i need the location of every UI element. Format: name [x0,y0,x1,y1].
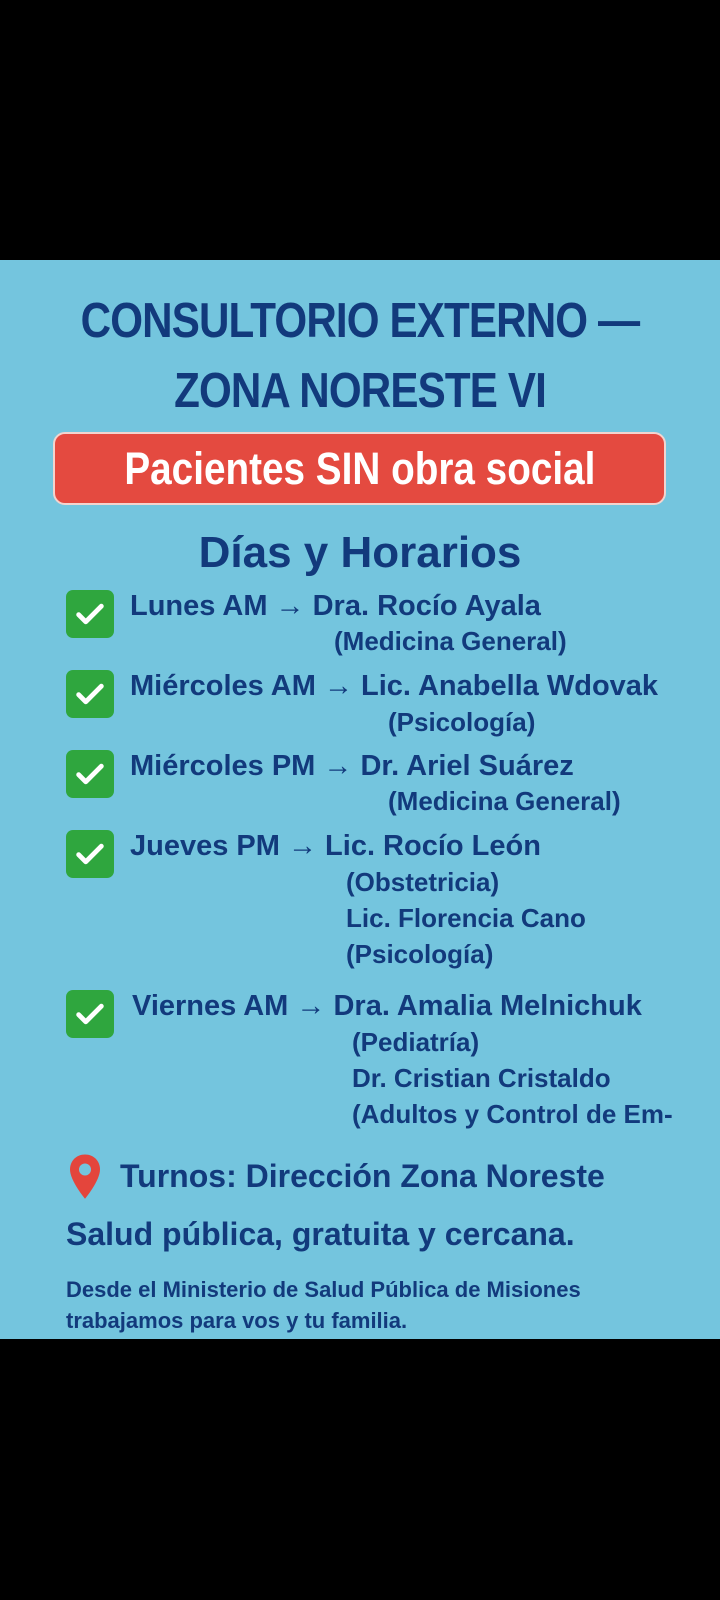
schedule-specialty: (Psicología) [388,707,536,737]
schedule-line [130,670,658,703]
schedule-specialty-2: (Psicología) [346,939,494,969]
arrow-icon: → [323,670,353,702]
schedule-professional: Lic. Rocío León [325,830,541,862]
schedule-specialty: (Medicina General) [388,786,621,816]
schedule-line [132,990,642,1023]
slogan: Salud pública, gratuita y cercana. [66,1216,575,1252]
check-icon [66,670,114,718]
schedule-day: Miércoles PM [130,750,316,782]
title-line-2: ZONA NORESTE VI [174,364,546,418]
schedule-line [130,590,541,623]
check-icon [66,750,114,798]
location-pin-icon [66,1153,104,1201]
turnos-text: Turnos: Dirección Zona Noreste [120,1158,605,1194]
arrow-icon: → [323,750,353,782]
schedule-day: Miércoles AM [130,670,316,702]
schedule-line [130,750,574,783]
schedule-professional: Dr. Ariel Suárez [360,750,574,782]
arrow-icon: → [296,990,326,1022]
schedule-specialty: (Medicina General) [334,626,567,656]
schedule-professional: Dra. Rocío Ayala [312,590,541,622]
schedule-day: Lunes AM [130,590,268,622]
banner [53,432,666,505]
schedule-professional: Dra. Amalia Melnichuk [333,990,642,1022]
banner-text: Pacientes SIN obra social [123,442,596,494]
title-line-1: CONSULTORIO EXTERNO — [80,294,640,348]
check-icon [66,590,114,638]
arrow-icon: → [287,830,317,862]
schedule-day: Jueves PM [130,830,280,862]
footer-text [66,1274,581,1336]
schedule-professional-2: Lic. Florencia Cano [346,903,586,933]
schedule-specialty: (Pediatría) [352,1027,480,1057]
schedule-specialty-2: (Adultos y Control de Em- [352,1099,673,1129]
schedule-professional-2: Dr. Cristian Cristaldo [352,1063,611,1093]
check-icon [66,990,114,1038]
check-icon [66,830,114,878]
schedule-day: Viernes AM [132,990,289,1022]
schedule-line [130,830,541,863]
footer-line-1: Desde el Ministerio de Salud Pública de Misiones [66,1277,581,1302]
footer-line-2: trabajamos para vos y tu familia. [66,1308,408,1333]
arrow-icon: → [275,590,305,622]
schedule-specialty: (Obstetricia) [346,867,500,897]
poster [0,260,720,1339]
schedule-professional: Lic. Anabella Wdovak [361,670,659,702]
schedule-heading: Días y Horarios [198,528,522,577]
